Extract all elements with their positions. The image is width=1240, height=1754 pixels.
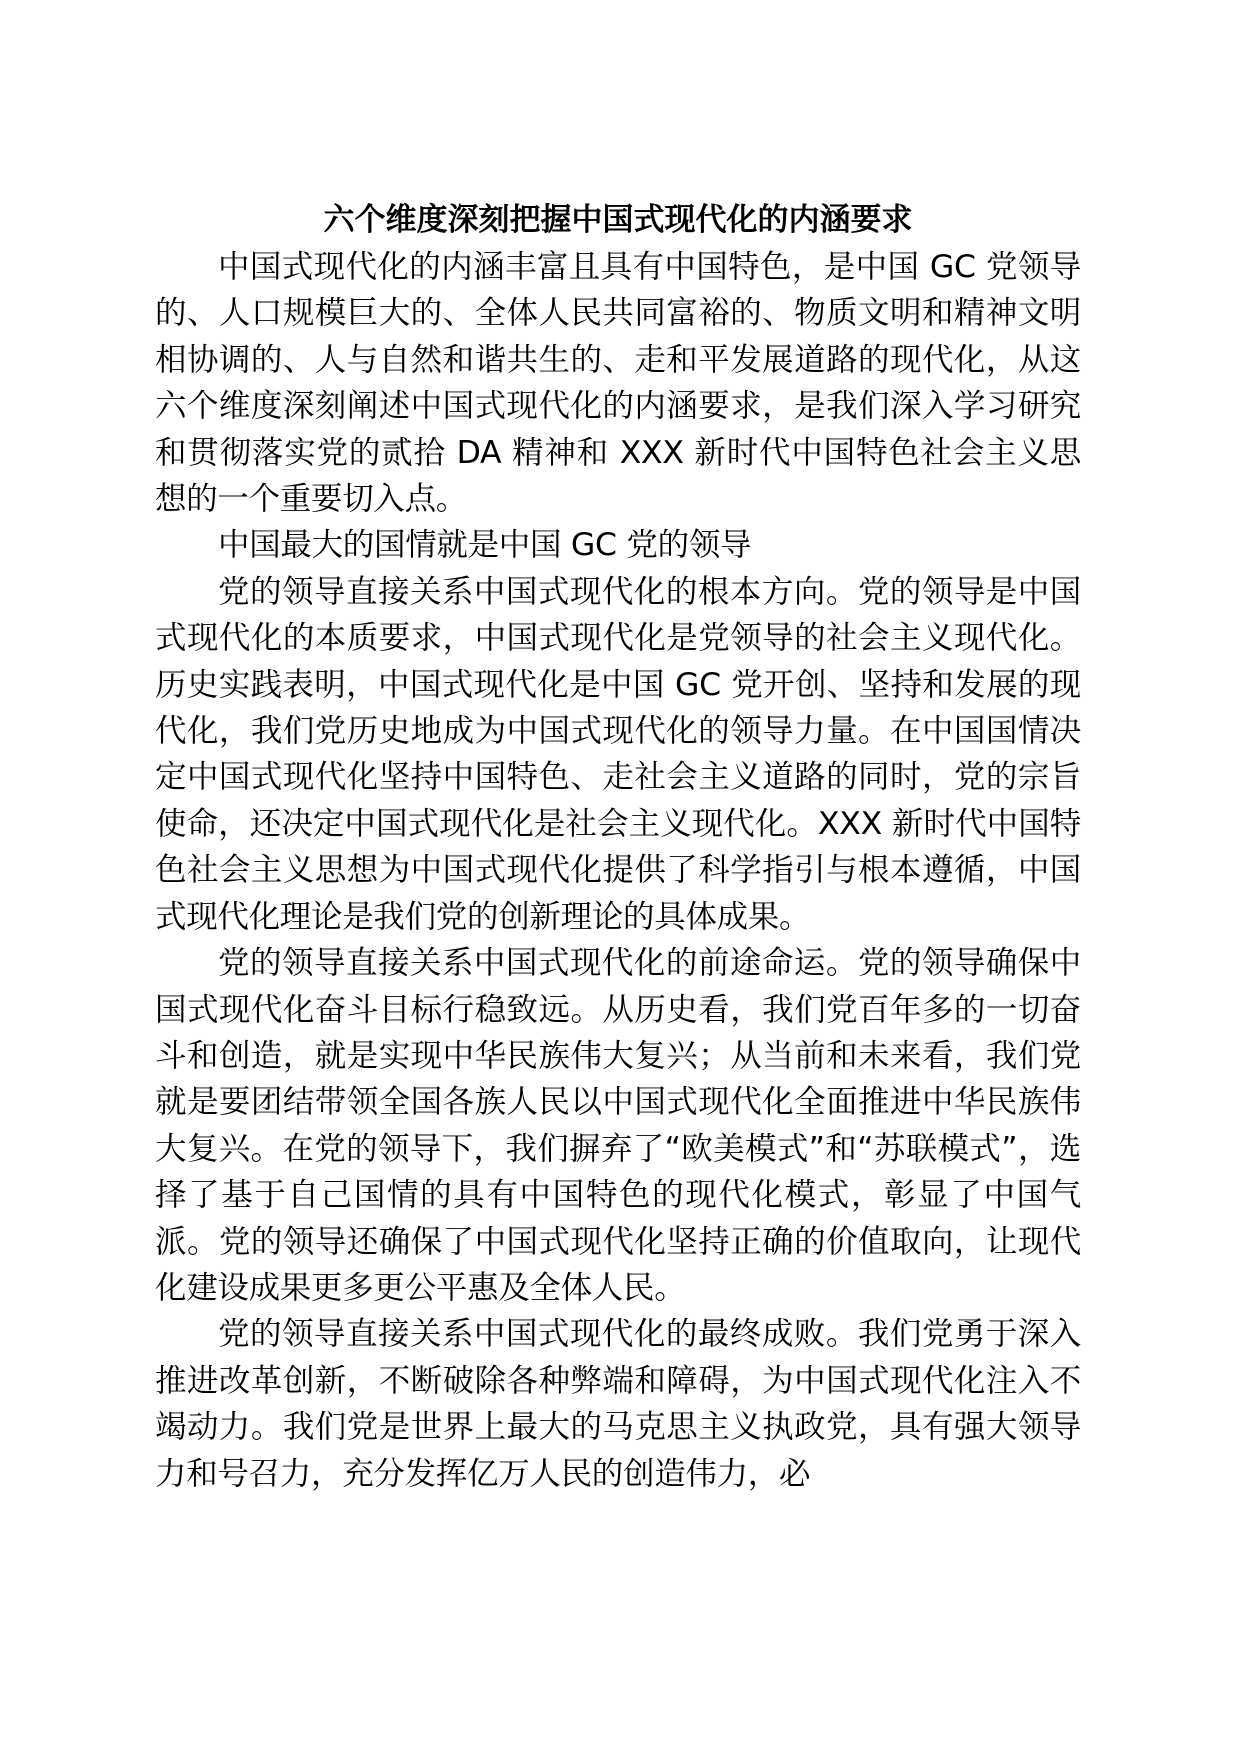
body-paragraph-destiny: 党的领导直接关系中国式现代化的前途命运。党的领导确保中国式现代化奋斗目标行稳致远。从历史看，我们党百年多的一切奋斗和创造，就是实现中华民族伟大复兴；从当前和未来看，我们党就是要团结带领全国各族人民以中国式现代化全面推进中华民族伟大复兴。在党的领导下，我们摒弃了“欧美模式”和“苏联模式”，选择了基于自己国情的具有中国特色的现代化模式，彰显了中国气派。党的领导还确保了中国式现代化坚持正确的价值取向，让现代化建设成果更多更公平惠及全体人民。 — [155, 945, 1081, 1306]
section-heading: 中国最大的国情就是中国 GC 党的领导 — [218, 527, 752, 564]
intro-paragraph: 中国式现代化的内涵丰富且具有中国特色，是中国 GC 党领导的、人口规模巨大的、全体人民共同富裕的、物质文明和精神文明相协调的、人与自然和谐共生的、走和平发展道路的现代化，从这六个维度深刻阐述中国式现代化的内涵要求，是我们深入学习研究和贯彻落实党的贰拾 DA 精神和 XXX 新时代中国特色社会主义思想的一个重要切入点。 — [155, 249, 1081, 518]
body-paragraph-success: 党的领导直接关系中国式现代化的最终成败。我们党勇于深入推进改革创新，不断破除各种弊端和障碍，为中国式现代化注入不竭动力。我们党是世界上最大的马克思主义执政党，具有强大领导力和号召力，充分发挥亿万人民的创造伟力，必 — [155, 1316, 1081, 1492]
document-page — [155, 196, 1081, 1497]
document-title: 六个维度深刻把握中国式现代化的内涵要求 — [323, 202, 913, 238]
body-paragraph-direction: 党的领导直接关系中国式现代化的根本方向。党的领导是中国式现代化的本质要求，中国式现代化是党领导的社会主义现代化。历史实践表明，中国式现代化是中国 GC 党开创、坚持和发展的现代化，我们党历史地成为中国式现代化的领导力量。在中国国情决定中国式现代化坚持中国特色、走社会主义道路的同时，党的宗旨使命，还决定中国式现代化是社会主义现代化。XXX 新时代中国特色社会主义思想为中国式现代化提供了科学指引与根本遵循，中国式现代化理论是我们党的创新理论的具体成果。 — [155, 573, 1081, 935]
